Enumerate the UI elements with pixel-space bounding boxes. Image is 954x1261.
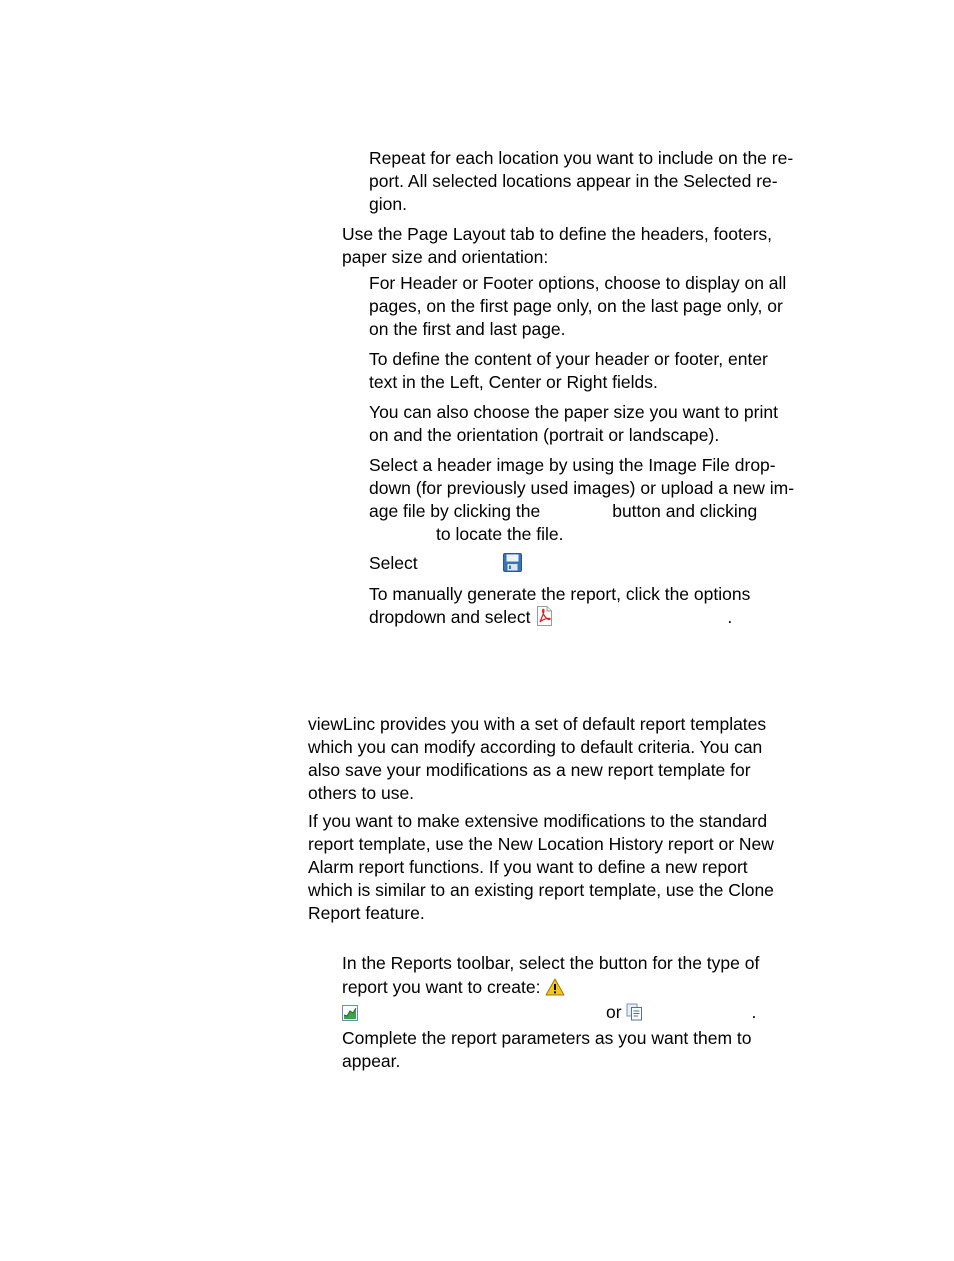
floppy-disk-save-icon[interactable] xyxy=(503,553,522,578)
toolbar-step xyxy=(342,952,759,1025)
text-line: Use the Page Layout tab to define the headers, footers, xyxy=(342,224,773,244)
text-line: If you want to make extensive modifications to the standard xyxy=(308,811,768,831)
text-line: For Header or Footer options, choose to display on all xyxy=(369,273,787,293)
select-save-paragraph xyxy=(369,552,522,575)
text-line: Report feature. xyxy=(308,903,425,923)
text-segment: . xyxy=(751,1002,757,1022)
header-footer-content-paragraph xyxy=(369,348,768,394)
text-line xyxy=(369,606,750,629)
text-segment: or xyxy=(606,1002,622,1022)
header-footer-options-paragraph xyxy=(369,272,786,341)
clone-report-icon[interactable] xyxy=(626,1003,643,1028)
text-line: on and the orientation (portrait or landscape). xyxy=(369,425,720,445)
text-line: Repeat for each location you want to include on the re- xyxy=(369,148,794,168)
page-layout-step xyxy=(342,223,772,269)
text-segment: button and clicking xyxy=(612,501,758,521)
text-line xyxy=(369,523,794,546)
text-line: Complete the report parameters as you want them to xyxy=(342,1028,752,1048)
text-line: report template, use the New Location History report or New xyxy=(308,834,774,854)
text-line xyxy=(342,1000,759,1025)
text-line: Select a header image by using the Image File drop- xyxy=(369,455,776,475)
text-line: which you can modify according to default criteria. You can xyxy=(308,737,763,757)
text-line: To manually generate the report, click the options xyxy=(369,584,751,604)
text-line: which is similar to an existing report template, use the Clone xyxy=(308,880,774,900)
location-history-chart-icon[interactable] xyxy=(342,1003,358,1028)
text-line: viewLinc provides you with a set of default report templates xyxy=(308,714,767,734)
intro-paragraph xyxy=(308,713,766,805)
text-line: In the Reports toolbar, select the button for the type of xyxy=(342,953,760,973)
pdf-document-icon[interactable] xyxy=(535,606,553,632)
paper-size-paragraph xyxy=(369,401,778,447)
text-segment: Select xyxy=(369,553,418,573)
text-segment: dropdown and select xyxy=(369,607,531,627)
text-line xyxy=(369,552,522,575)
text-line xyxy=(342,975,759,1000)
text-line: paper size and orientation: xyxy=(342,247,549,267)
text-line xyxy=(369,500,794,523)
text-line: port. All selected locations appear in the Selected re- xyxy=(369,171,778,191)
text-line: appear. xyxy=(342,1051,401,1071)
text-line: down (for previously used images) or upload a new im- xyxy=(369,478,795,498)
text-segment: age file by clicking the xyxy=(369,501,541,521)
repeat-location-paragraph xyxy=(369,147,793,216)
text-line: pages, on the first page only, on the last page only, or xyxy=(369,296,783,316)
manual-generate-paragraph xyxy=(369,583,750,629)
text-line: gion. xyxy=(369,194,407,214)
text-segment: to locate the file. xyxy=(436,524,564,544)
text-line: Alarm report functions. If you want to define a new report xyxy=(308,857,748,877)
text-line: You can also choose the paper size you want to print xyxy=(369,402,778,422)
text-segment: . xyxy=(727,607,733,627)
text-line: on the first and last page. xyxy=(369,319,566,339)
text-segment: report you want to create: xyxy=(342,977,541,997)
text-line: others to use. xyxy=(308,783,415,803)
complete-parameters-step xyxy=(342,1027,752,1073)
header-image-paragraph xyxy=(369,454,794,546)
text-line: text in the Left, Center or Right fields. xyxy=(369,372,658,392)
text-line: also save your modifications as a new report template for xyxy=(308,760,751,780)
modifications-paragraph xyxy=(308,810,774,925)
text-line: To define the content of your header or footer, enter xyxy=(369,349,768,369)
